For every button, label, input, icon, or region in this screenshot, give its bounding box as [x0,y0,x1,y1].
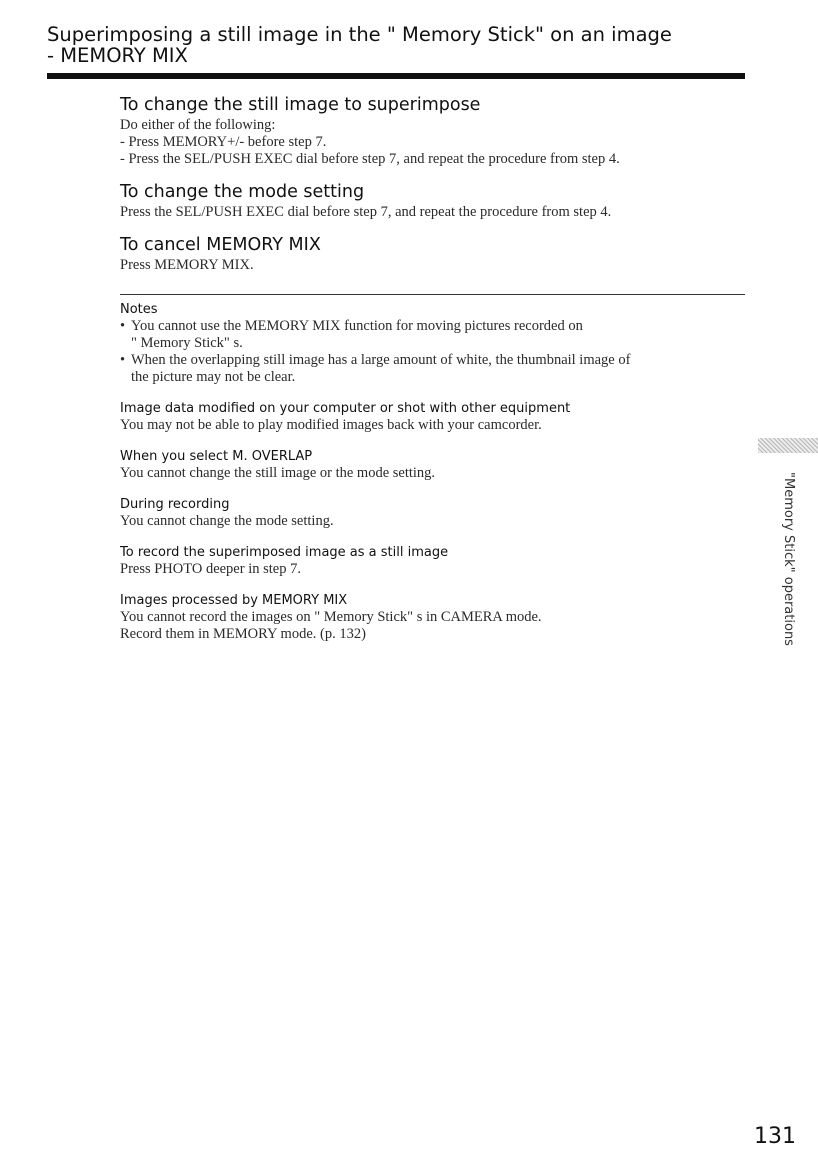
section-heading: To change the mode setting [120,182,365,202]
section-line: Press MEMORY MIX. [120,257,254,273]
page-number: 131 [754,1124,796,1149]
section-heading: To change the still image to superimpose [120,95,481,115]
subsection-images-processed [120,592,745,643]
subsection-heading: Images processed by MEMORY MIX [120,593,348,608]
page-title-line-2: - MEMORY MIX [47,44,188,67]
subsection-m-overlap [120,448,745,482]
subsection-line: You cannot change the still image or the mode setting. [120,465,436,481]
notes-title: Notes [120,302,158,317]
section-line: Press the SEL/PUSH EXEC dial before step 7, and repeat the procedure from step 4. [120,204,612,220]
bullet-icon: • [120,352,126,368]
subsection-line: You cannot record the images on " Memory Stick" s in CAMERA mode. [120,609,542,625]
notes-divider [120,294,745,295]
note-item [120,318,745,352]
note-line: You cannot use the MEMORY MIX function for moving pictures recorded on [131,318,583,334]
subsection-heading: During recording [120,497,230,512]
title-divider [47,73,745,79]
side-tab-label: "Memory Stick" operations [781,472,796,646]
section-line: - Press the SEL/PUSH EXEC dial before step 7, and repeat the procedure from step 4. [120,151,620,167]
note-line: When the overlapping still image has a large amount of white, the thumbnail image of [131,352,631,368]
note-line: " Memory Stick" s. [131,335,243,351]
subsection-heading: To record the superimposed image as a still image [120,545,449,560]
subsection-line: You cannot change the mode setting. [120,513,334,529]
page-title [47,24,747,66]
bullet-icon: • [120,318,126,334]
subsection-during-recording [120,496,745,530]
subsection-line: Record them in MEMORY mode. (p. 132) [120,626,366,642]
subsection-line: Press PHOTO deeper in step 7. [120,561,301,577]
subsection-record-superimposed [120,544,745,578]
subsection-image-data-modified [120,400,745,434]
section-cancel-memory-mix [120,235,745,274]
section-line: Do either of the following: [120,117,276,133]
subsection-heading: Image data modified on your computer or shot with other equipment [120,401,571,416]
section-change-mode-setting [120,182,745,221]
subsection-line: You may not be able to play modified images back with your camcorder. [120,417,542,433]
section-heading: To cancel MEMORY MIX [120,235,321,255]
notes-block [120,301,745,386]
main-content [120,95,745,657]
page-title-line-1: Superimposing a still image in the " Memory Stick" on an image [47,23,672,46]
subsection-heading: When you select M. OVERLAP [120,449,313,464]
section-change-still-image [120,95,745,168]
section-line: - Press MEMORY+/- before step 7. [120,134,327,150]
side-tab-pattern [758,438,818,453]
note-item [120,352,745,386]
note-line: the picture may not be clear. [131,369,296,385]
